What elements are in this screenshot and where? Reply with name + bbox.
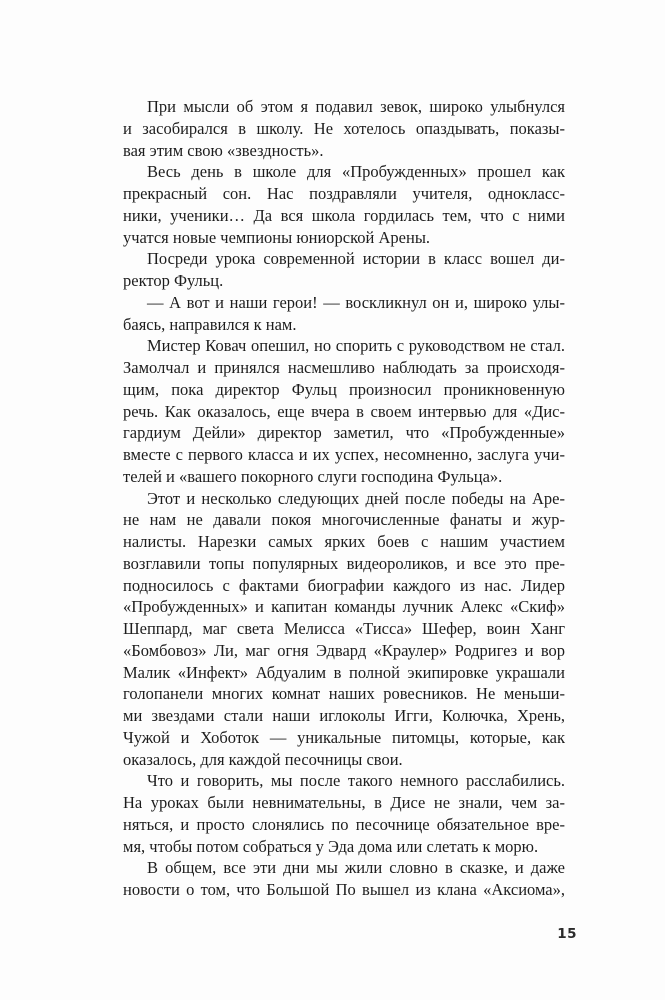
text-line: На уроках были невнимательны, в Дисе не знали, чем за- <box>123 793 565 812</box>
text-line: баясь, направился к нам. <box>123 314 297 334</box>
page-text-block <box>123 96 565 901</box>
text-line: В общем, все эти дни мы жили словно в сказке, и даже <box>147 858 565 878</box>
text-line: ректор Фульц. <box>123 271 224 290</box>
text-line: не нам не давали покоя многочисленные фанаты и жур- <box>123 510 565 530</box>
text-line: телей и «вашего покорного слуги господина Фульца». <box>123 466 503 486</box>
text-line: Малик «Инфект» Абдуалим в полной экипировке украшали <box>123 662 565 682</box>
text-line: При мысли об этом я подавил зевок, широко улыбнулся <box>147 97 565 116</box>
paragraph <box>123 770 565 857</box>
page-number: 15 <box>557 926 577 942</box>
text-line: Чужой и Хоботок — уникальные питомцы, которые, как <box>123 727 565 747</box>
text-line: ми звездами стали наши иглоколы Игги, Колючка, Хрень, <box>123 706 565 725</box>
text-line: мя, чтобы потом собраться у Эда дома или слетать к морю. <box>123 836 539 856</box>
paragraph <box>123 335 565 487</box>
text-line: няться, и просто слонялись по песочнице обязательное вре- <box>123 814 565 834</box>
text-line: Что и говорить, мы после такого немного расслабились. <box>147 771 565 791</box>
text-line: учатся новые чемпионы юниорской Арены. <box>123 227 431 247</box>
paragraph <box>123 96 565 161</box>
text-line: вместе с первого класса и их успех, несомненно, заслуга учи- <box>123 445 565 464</box>
text-line: голопанели многих комнат наших ровесников. Не меньши- <box>123 684 565 704</box>
text-line: новости о том, что Большой По вышел из клана «Аксиома», <box>123 880 565 899</box>
text-line: речь. Как оказалось, еще вчера в своем интервью для «Дис- <box>123 401 565 421</box>
text-line: гардиум Дейли» директор заметил, что «Пробужденные» <box>123 423 565 443</box>
text-line: Весь день в школе для «Пробужденных» прошел как <box>147 162 565 182</box>
text-line: и засобирался в школу. Не хотелось опаздывать, показы- <box>123 118 565 138</box>
text-line: возглавили топы популярных видеороликов, и все это пре- <box>123 553 565 573</box>
text-line: щим, пока директор Фульц произносил проникновенную <box>123 379 565 399</box>
text-line: Мистер Ковач опешил, но спорить с руководством не стал. <box>147 336 565 356</box>
paragraph <box>123 488 565 771</box>
text-line: оказалось, для каждой песочницы свои. <box>123 749 403 769</box>
paragraph <box>123 292 565 336</box>
text-line: подносилось с фактами биографии каждого из нас. Лидер <box>123 575 565 595</box>
paragraph <box>123 161 565 248</box>
text-line: Замолчал и принялся насмешливо наблюдать за происходя- <box>123 358 565 377</box>
text-line: вая этим свою «звездность». <box>123 140 324 160</box>
text-line: Посреди урока современной истории в класс вошел ди- <box>147 249 565 269</box>
paragraph <box>123 857 565 901</box>
text-line: Шеппард, маг света Мелисса «Тисса» Шефер, воин Ханг <box>123 619 565 638</box>
text-line: налисты. Нарезки самых ярких боев с нашим участием <box>123 532 565 551</box>
text-line: «Бомбовоз» Ли, маг огня Эдвард «Краулер» Родригез и вор <box>123 640 565 660</box>
paragraph <box>123 248 565 292</box>
text-line: Этот и несколько следующих дней после победы на Аре- <box>147 488 565 508</box>
text-line: — А вот и наши герои! — воскликнул он и, широко улы- <box>147 292 565 312</box>
text-line: ники, ученики… Да вся школа гордилась тем, что с ними <box>123 205 565 225</box>
text-line: «Пробужденных» и капитан команды лучник Алекс «Скиф» <box>123 597 565 617</box>
text-line: прекрасный сон. Нас поздравляли учителя, однокласс- <box>123 184 565 203</box>
